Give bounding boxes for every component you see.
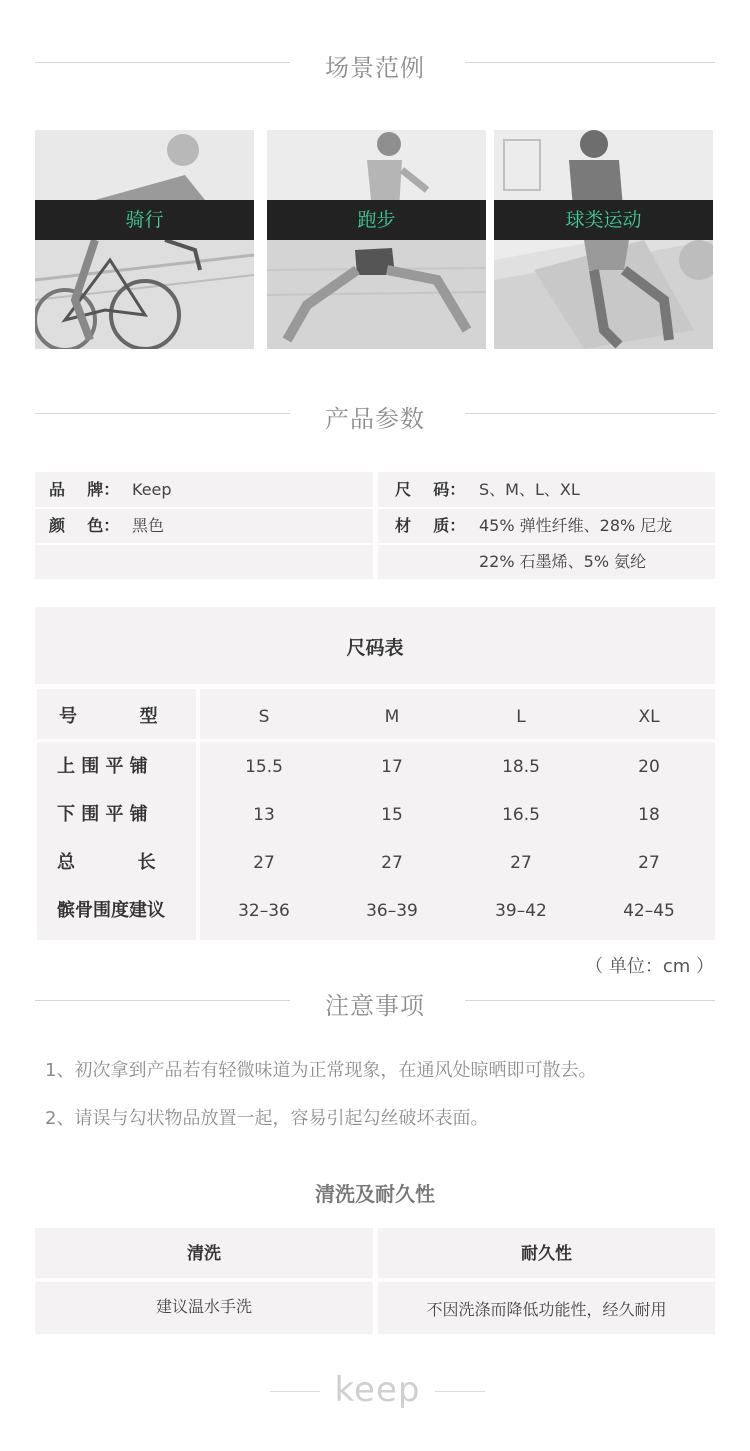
size-header-values (200, 689, 715, 739)
size-header-m: M (384, 707, 400, 727)
size-header-row (35, 689, 715, 739)
size-cell: 17 (381, 757, 403, 777)
size-row-values (200, 742, 715, 940)
row-label: 下 围 平 铺 (57, 804, 148, 825)
size-table-title: 尺码表 (35, 607, 715, 684)
size-cell: 13 (253, 805, 275, 825)
size-cell: 27 (638, 853, 660, 873)
size-cell: 42–45 (623, 901, 675, 921)
param-value: Keep (132, 480, 172, 499)
scene-ballsports (494, 130, 713, 349)
param-label: 品 牌： (49, 480, 120, 499)
scene-cycling (35, 130, 254, 349)
size-header-label: 号 型 (37, 689, 196, 739)
scene-label: 球类运动 (565, 209, 642, 231)
size-table (35, 607, 715, 940)
param-size-cell (378, 472, 715, 507)
note-item: 2、请误与勾状物品放置一起，容易引起勾丝破坏表面。 (45, 1108, 489, 1129)
size-unit-note: （ 单位：cm ） (585, 956, 714, 977)
param-label: 尺 码： (395, 480, 466, 499)
param-value: 22% 石墨烯、5% 氨纶 (479, 552, 647, 571)
scene-label-band (35, 200, 254, 240)
section-title: 场景范例 (325, 54, 425, 82)
keep-logo (270, 1370, 485, 1410)
row-label: 上 围 平 铺 (57, 756, 148, 777)
param-value: 黑色 (132, 516, 165, 535)
size-cell: 32–36 (238, 901, 290, 921)
size-cell: 39–42 (495, 901, 547, 921)
param-label: 材 质： (395, 516, 466, 535)
row-label: 髌骨围度建议 (57, 900, 165, 921)
param-label: 颜 色： (49, 516, 120, 535)
divider-right (465, 413, 715, 414)
wash-header-cell: 清洗 (35, 1228, 373, 1278)
param-material-cell-2 (378, 545, 715, 579)
size-cell: 18 (638, 805, 660, 825)
size-cell: 20 (638, 757, 660, 777)
scene-label-band (494, 200, 713, 240)
logo-divider-right (435, 1391, 485, 1392)
size-cell: 27 (253, 853, 275, 873)
notes-section-header (35, 980, 715, 1020)
size-cell: 36–39 (366, 901, 418, 921)
size-cell: 27 (381, 853, 403, 873)
size-cell: 18.5 (502, 757, 540, 777)
wash-value-cell: 建议温水手洗 (35, 1282, 373, 1334)
size-body (35, 742, 715, 940)
row-label: 总 长 (57, 852, 156, 873)
durability-value-cell: 不因洗涤而降低功能性，经久耐用 (378, 1282, 715, 1334)
durability-header-cell: 耐久性 (378, 1228, 715, 1278)
params-section-header (35, 393, 715, 433)
size-cell: 15 (381, 805, 403, 825)
param-brand-cell (35, 472, 373, 507)
param-material-cell (378, 509, 715, 543)
scene-running (267, 130, 486, 349)
divider-right (465, 62, 715, 63)
scene-label: 骑行 (125, 209, 164, 231)
divider-right (465, 1000, 715, 1001)
size-row-labels (37, 742, 196, 940)
param-empty-cell (35, 545, 373, 579)
param-value: 45% 弹性纤维、28% 尼龙 (479, 516, 673, 535)
section-title: 产品参数 (325, 405, 425, 433)
size-header-l: L (516, 707, 526, 727)
scene-label-band (267, 200, 486, 240)
logo-text: keep (334, 1370, 421, 1410)
size-header-xl: XL (638, 707, 660, 727)
size-cell: 27 (510, 853, 532, 873)
scene-label: 跑步 (357, 209, 396, 231)
note-item: 1、初次拿到产品若有轻微味道为正常现象，在通风处晾晒即可散去。 (45, 1060, 597, 1081)
wash-title: 清洗及耐久性 (315, 1182, 435, 1206)
section-title: 注意事项 (325, 992, 425, 1020)
param-value: S、M、L、XL (479, 480, 580, 499)
size-header-s: S (258, 707, 270, 727)
size-cell: 16.5 (502, 805, 540, 825)
param-color-cell (35, 509, 373, 543)
scenes-section-header (35, 42, 715, 82)
size-cell: 15.5 (245, 757, 283, 777)
